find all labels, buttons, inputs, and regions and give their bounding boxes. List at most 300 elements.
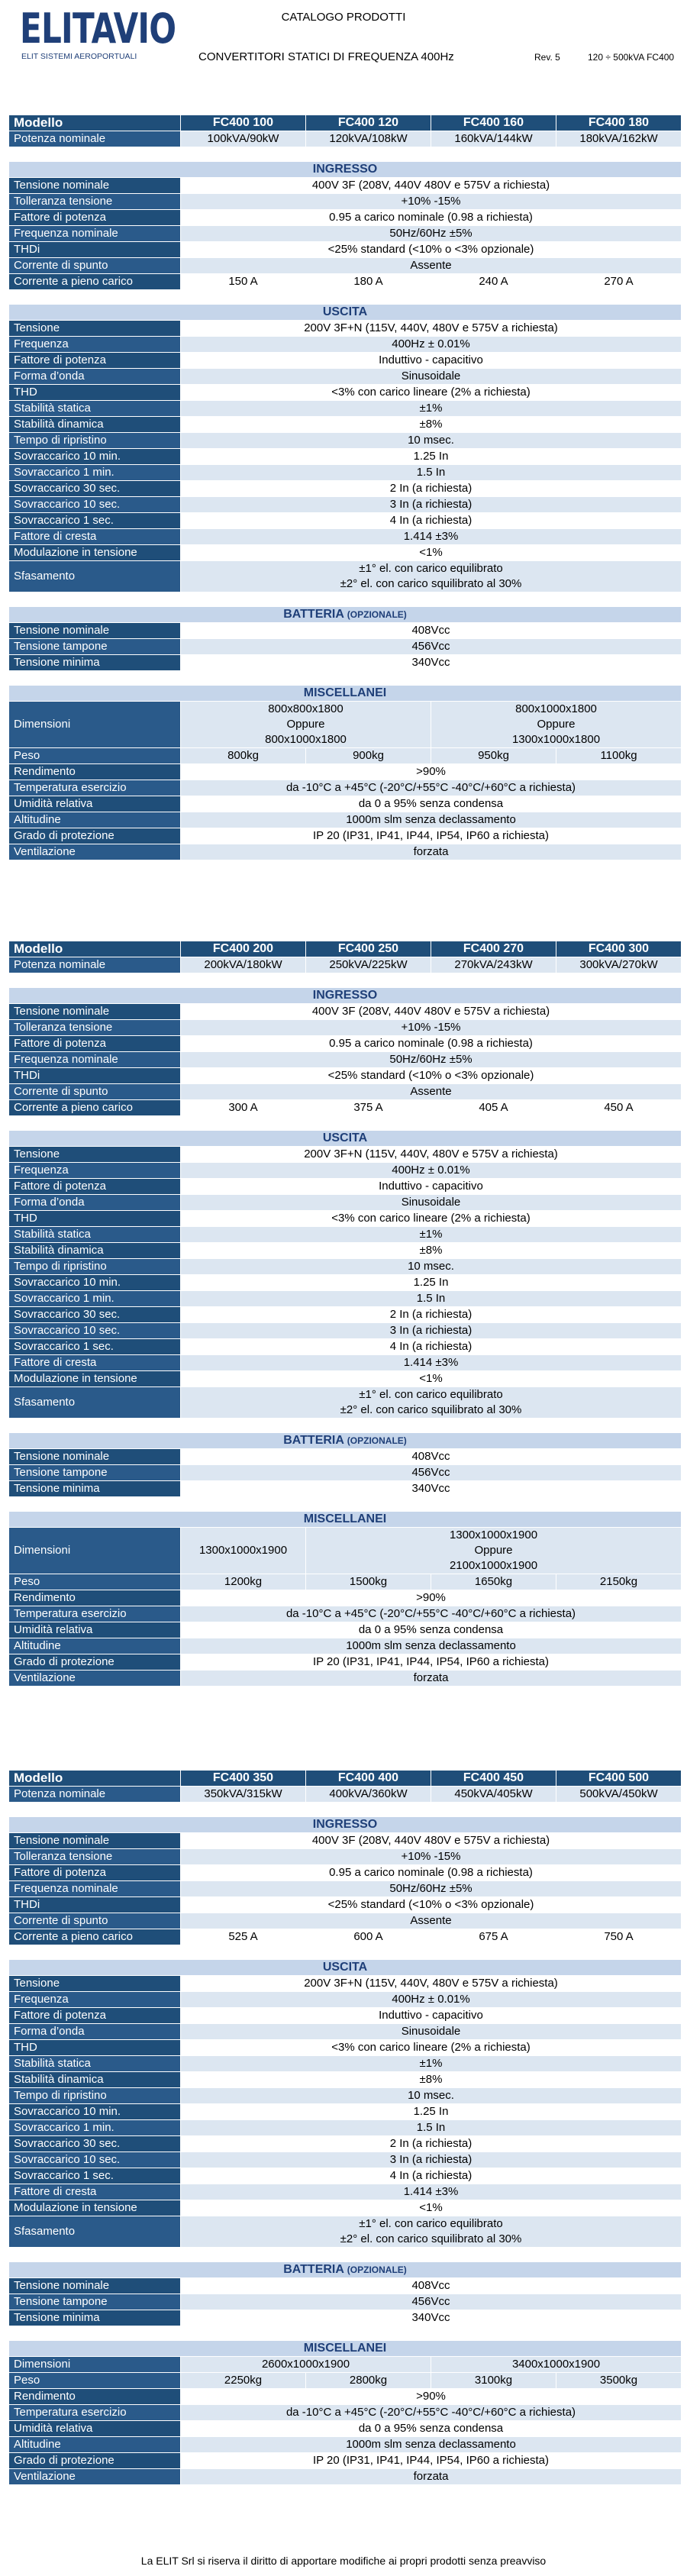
spec-value: da -10°C a +45°C (-20°C/+55°C -40°C/+60°C a richiesta) [181,2405,682,2421]
spec-label: Frequenza nominale [9,1052,181,1068]
spec-label: Stabilità dinamica [9,417,181,433]
spec-value: 1.414 ±3% [181,1355,682,1371]
spec-value: 2 In (a richiesta) [181,2136,682,2152]
spec-value: ±1% [181,1227,682,1243]
model-row [9,1771,682,1787]
spec-label: Stabilità statica [9,1227,181,1243]
spec-value: 10 msec. [181,2088,682,2104]
model-name: FC400 160 [431,115,556,131]
spec-value: >90% [181,764,682,780]
spec-label: Fattore di cresta [9,2184,181,2200]
spec-value: 1.5 In [181,1291,682,1307]
spec-value: 300 A [181,1100,306,1116]
spec-value: 1650kg [431,1574,556,1590]
spec-value: <1% [181,1371,682,1387]
section-batteria [9,2262,682,2278]
dim-line: Oppure [286,718,325,731]
spec-value: 400Hz ± 0.01% [181,1163,682,1179]
spec-value: da -10°C a +45°C (-20°C/+55°C -40°C/+60°C a richiesta) [181,780,682,796]
spec-label: Rendimento [9,2389,181,2405]
model-header: Modello [9,1771,181,1787]
spec-value: 1.25 In [181,449,682,465]
spec-value: Sinusoidale [181,1195,682,1211]
model-name: FC400 300 [556,941,682,957]
spec-label: THD [9,385,181,401]
spec-label: Sfasamento [9,561,181,592]
section-batteria [9,607,682,623]
spec-label: Peso [9,1574,181,1590]
spec-row [9,131,682,147]
spec-value: 340Vcc [181,1481,682,1497]
section-uscita: USCITA [9,1960,682,1976]
spec-label: Temperatura esercizio [9,2405,181,2421]
spec-value: 270 A [556,274,682,290]
model-name: FC400 400 [306,1771,431,1787]
spec-label: Altitudine [9,812,181,828]
revision-label: Rev. 5 [534,52,560,63]
spec-label: Sovraccarico 1 sec. [9,2168,181,2184]
spec-value: 3400x1000x1900 [431,2357,682,2373]
spec-value: 2150kg [556,1574,682,1590]
spec-value: 1100kg [556,748,682,764]
spec-value: Induttivo - capacitivo [181,353,682,369]
section-note: (OPZIONALE) [347,609,407,620]
spec-value: IP 20 (IP31, IP41, IP44, IP54, IP60 a richiesta) [181,2453,682,2469]
spec-value: <25% standard (<10% o <3% opzionale) [181,1897,682,1913]
spec-value: da 0 a 95% senza condensa [181,2421,682,2437]
spec-label: Forma d’onda [9,2024,181,2040]
spec-value: +10% -15% [181,1020,682,1036]
spec-label: THDi [9,1897,181,1913]
spec-table-group-3 [8,1770,682,2485]
spec-label: Grado di protezione [9,828,181,844]
spec-label: Potenza nominale [9,131,181,147]
sfasamento-line: ±1° el. con carico equilibrato [359,2217,503,2230]
spec-value: 400kVA/360kW [306,1787,431,1803]
spec-label: Peso [9,748,181,764]
spec-value: >90% [181,2389,682,2405]
section-ingresso: INGRESSO [9,988,682,1004]
spec-value: 2250kg [181,2373,306,2389]
spec-value: 456Vcc [181,2294,682,2310]
spec-label: Dimensioni [9,2357,181,2373]
section-uscita: USCITA [9,1131,682,1147]
spec-value: 1.414 ±3% [181,2184,682,2200]
spec-label: Tensione minima [9,1481,181,1497]
spec-value: 1000m slm senza declassamento [181,812,682,828]
spec-label: Fattore di potenza [9,1865,181,1881]
spec-value: 4 In (a richiesta) [181,2168,682,2184]
spec-value: 1.25 In [181,2104,682,2120]
spec-value: 160kVA/144kW [431,131,556,147]
spec-value: 1.5 In [181,465,682,481]
spec-label: Stabilità statica [9,401,181,417]
spec-value: 240 A [431,274,556,290]
spec-value: 3 In (a richiesta) [181,1323,682,1339]
spec-label: Frequenza [9,337,181,353]
spec-label: Ventilazione [9,1671,181,1687]
spec-label: Tensione tampone [9,639,181,655]
spec-value: 1000m slm senza declassamento [181,1638,682,1654]
spec-label: Sovraccarico 1 min. [9,1291,181,1307]
spec-label: THDi [9,1068,181,1084]
spec-label: Sovraccarico 10 sec. [9,2152,181,2168]
spec-label: Sovraccarico 10 min. [9,1275,181,1291]
spec-value: 180 A [306,274,431,290]
spec-value: 340Vcc [181,655,682,671]
section-uscita: USCITA [9,305,682,321]
model-name: FC400 500 [556,1771,682,1787]
spec-value: <25% standard (<10% o <3% opzionale) [181,1068,682,1084]
spec-label: Fattore di cresta [9,1355,181,1371]
spec-value: 2 In (a richiesta) [181,481,682,497]
spec-value: 375 A [306,1100,431,1116]
spec-label: Dimensioni [9,702,181,748]
spec-label: Sovraccarico 30 sec. [9,481,181,497]
spec-value [181,1387,682,1419]
spec-value: 800kg [181,748,306,764]
spec-label: Corrente a pieno carico [9,1100,181,1116]
spec-label: Tensione nominale [9,2278,181,2294]
sfasamento-line: ±1° el. con carico equilibrato [359,562,503,575]
spec-label: Tolleranza tensione [9,194,181,210]
spec-value: 950kg [431,748,556,764]
dim-line: 1300x1000x1900 [449,1528,538,1541]
spec-label: Sfasamento [9,1387,181,1419]
spec-value: 300kVA/270kW [556,957,682,973]
spec-label: Umidità relativa [9,796,181,812]
spec-label: Grado di protezione [9,2453,181,2469]
spec-value: 100kVA/90kW [181,131,306,147]
spec-label: Frequenza [9,1992,181,2008]
model-name: FC400 450 [431,1771,556,1787]
model-row [9,941,682,957]
spec-label: Sovraccarico 1 sec. [9,513,181,529]
spec-label: Tensione tampone [9,1465,181,1481]
document-title: CONVERTITORI STATICI DI FREQUENZA 400Hz [198,50,454,63]
spec-value: 0.95 a carico nominale (0.98 a richiesta) [181,1865,682,1881]
spec-value [181,561,682,592]
spec-label: Frequenza nominale [9,226,181,242]
spec-value: 340Vcc [181,2310,682,2326]
spec-value: 750 A [556,1929,682,1945]
spec-label: Tensione minima [9,2310,181,2326]
spec-value: forzata [181,844,682,860]
spec-value: 200kVA/180kW [181,957,306,973]
dim-line: 1300x1000x1800 [511,733,601,746]
spec-label: Tolleranza tensione [9,1020,181,1036]
spec-value: <25% standard (<10% o <3% opzionale) [181,242,682,258]
spec-value: 525 A [181,1929,306,1945]
spec-label: Fattore di potenza [9,2008,181,2024]
model-name: FC400 350 [181,1771,306,1787]
spec-value: 200V 3F+N (115V, 440V, 480V e 575V a richiesta) [181,1976,682,1992]
spec-value: 900kg [306,748,431,764]
spec-label: Corrente di spunto [9,1913,181,1929]
spec-label: Sovraccarico 10 min. [9,449,181,465]
spec-value: 1.414 ±3% [181,529,682,545]
spec-value: ±8% [181,1243,682,1259]
spec-value: 3100kg [431,2373,556,2389]
spec-value: Induttivo - capacitivo [181,1179,682,1195]
spec-value: 350kVA/315kW [181,1787,306,1803]
dim-line: 2100x1000x1900 [449,1559,538,1572]
spec-value: Assente [181,1084,682,1100]
spec-value: 1500kg [306,1574,431,1590]
spec-value: da 0 a 95% senza condensa [181,796,682,812]
spec-value: ±1% [181,2056,682,2072]
model-row [9,115,682,131]
spec-label: Modulazione in tensione [9,545,181,561]
spec-value: 600 A [306,1929,431,1945]
spec-value: 450 A [556,1100,682,1116]
section-note: (OPZIONALE) [347,1435,407,1446]
section-title: BATTERIA [283,608,344,621]
spec-value: 456Vcc [181,639,682,655]
spec-value: da -10°C a +45°C (-20°C/+55°C -40°C/+60°C a richiesta) [181,1606,682,1622]
spec-value [181,2216,682,2248]
section-title: BATTERIA [283,1434,344,1447]
spec-value: 4 In (a richiesta) [181,513,682,529]
spec-table-group-1 [8,115,682,860]
spec-label: Sovraccarico 1 sec. [9,1339,181,1355]
spec-label: Tempo di ripristino [9,433,181,449]
page-header [0,0,687,92]
spec-value: +10% -15% [181,194,682,210]
spec-label: Sovraccarico 10 sec. [9,1323,181,1339]
spec-value: 405 A [431,1100,556,1116]
spec-label: Stabilità dinamica [9,2072,181,2088]
spec-value: 200V 3F+N (115V, 440V, 480V e 575V a richiesta) [181,321,682,337]
spec-label: Sovraccarico 1 min. [9,2120,181,2136]
spec-label: Temperatura esercizio [9,780,181,796]
spec-value: 3 In (a richiesta) [181,2152,682,2168]
spec-label: Tensione [9,1147,181,1163]
spec-value: <1% [181,545,682,561]
spec-label: Rendimento [9,1590,181,1606]
spec-label: Tempo di ripristino [9,1259,181,1275]
dim-line: 800x1000x1800 [265,733,347,746]
section-ingresso: INGRESSO [9,162,682,178]
section-miscellanei: MISCELLANEI [9,1512,682,1528]
spec-label: Frequenza [9,1163,181,1179]
model-name: FC400 200 [181,941,306,957]
spec-label: Tolleranza tensione [9,1849,181,1865]
model-name: FC400 250 [306,941,431,957]
spec-label: Temperatura esercizio [9,1606,181,1622]
spec-label: Tensione minima [9,655,181,671]
spec-label: Forma d’onda [9,1195,181,1211]
spec-value: 200V 3F+N (115V, 440V, 480V e 575V a richiesta) [181,1147,682,1163]
spec-row [9,957,682,973]
spec-label: THDi [9,242,181,258]
spec-label: Fattore di potenza [9,1179,181,1195]
dim-line: 1300x1000x1900 [198,1544,288,1557]
spec-label: Potenza nominale [9,957,181,973]
spec-value: 250kVA/225kW [306,957,431,973]
spec-label: Sovraccarico 30 sec. [9,2136,181,2152]
spec-label: Modulazione in tensione [9,1371,181,1387]
spec-value: 50Hz/60Hz ±5% [181,1052,682,1068]
section-batteria [9,1433,682,1449]
spec-value: 120kVA/108kW [306,131,431,147]
dim-line: 800x800x1800 [268,702,344,715]
model-name: FC400 270 [431,941,556,957]
spec-value: >90% [181,1590,682,1606]
spec-value: 1.5 In [181,2120,682,2136]
spec-value: 408Vcc [181,2278,682,2294]
spec-value: 1200kg [181,1574,306,1590]
spec-row [9,1787,682,1803]
spec-label: Sovraccarico 10 min. [9,2104,181,2120]
spec-value: 400Hz ± 0.01% [181,1992,682,2008]
spec-value: da 0 a 95% senza condensa [181,1622,682,1638]
spec-value: <3% con carico lineare (2% a richiesta) [181,385,682,401]
spec-value: 0.95 a carico nominale (0.98 a richiesta) [181,210,682,226]
sfasamento-line: ±2° el. con carico squilibrato al 30% [340,577,522,590]
spec-value: Induttivo - capacitivo [181,2008,682,2024]
spec-value: 456Vcc [181,1465,682,1481]
spec-value: 2800kg [306,2373,431,2389]
model-name: FC400 180 [556,115,682,131]
dim-line: Oppure [474,1544,513,1557]
spec-value: 150 A [181,274,306,290]
spec-value: ±1% [181,401,682,417]
spec-value: 10 msec. [181,433,682,449]
spec-value: 1.25 In [181,1275,682,1291]
spec-value: 408Vcc [181,623,682,639]
spec-value [181,702,431,748]
spec-label: Altitudine [9,2437,181,2453]
spec-label: Tensione nominale [9,1004,181,1020]
sfasamento-line: ±2° el. con carico squilibrato al 30% [340,2232,522,2245]
spec-label: Tensione nominale [9,178,181,194]
section-title: BATTERIA [283,2263,344,2276]
catalog-label: CATALOGO PRODOTTI [281,11,406,24]
spec-value: Sinusoidale [181,369,682,385]
section-miscellanei: MISCELLANEI [9,2341,682,2357]
section-ingresso: INGRESSO [9,1817,682,1833]
spec-value: 3 In (a richiesta) [181,497,682,513]
logo-subtitle: ELIT SISTEMI AEROPORTUALI [21,52,137,61]
spec-label: Fattore di cresta [9,529,181,545]
spec-label: Fattore di potenza [9,210,181,226]
spec-label: Tensione tampone [9,2294,181,2310]
spec-value: forzata [181,2469,682,2485]
section-note: (OPZIONALE) [347,2264,407,2275]
spec-value: Sinusoidale [181,2024,682,2040]
spec-value: <3% con carico lineare (2% a richiesta) [181,1211,682,1227]
spec-value [181,1528,306,1574]
spec-value: forzata [181,1671,682,1687]
spec-label: Tensione nominale [9,623,181,639]
spec-label: Corrente a pieno carico [9,1929,181,1945]
spec-value: 0.95 a carico nominale (0.98 a richiesta) [181,1036,682,1052]
spec-value: Assente [181,1913,682,1929]
sfasamento-line: ±1° el. con carico equilibrato [359,1388,503,1401]
spec-label: Corrente a pieno carico [9,274,181,290]
spec-label: Ventilazione [9,844,181,860]
spec-value: 400V 3F (208V, 440V 480V e 575V a richiesta) [181,1833,682,1849]
spec-label: Corrente di spunto [9,258,181,274]
spec-value: 180kVA/162kW [556,131,682,147]
spec-label: Sovraccarico 30 sec. [9,1307,181,1323]
spec-value: 3500kg [556,2373,682,2389]
spec-value: IP 20 (IP31, IP41, IP44, IP54, IP60 a richiesta) [181,1654,682,1671]
spec-value: 675 A [431,1929,556,1945]
spec-label: Tensione nominale [9,1449,181,1465]
spec-label: Sfasamento [9,2216,181,2248]
spec-label: Umidità relativa [9,2421,181,2437]
spec-value: +10% -15% [181,1849,682,1865]
spec-label: Fattore di potenza [9,353,181,369]
spec-label: Altitudine [9,1638,181,1654]
spec-value: ±8% [181,2072,682,2088]
model-name: FC400 120 [306,115,431,131]
spec-label: Fattore di potenza [9,1036,181,1052]
model-header: Modello [9,941,181,957]
model-header: Modello [9,115,181,131]
spec-label: Rendimento [9,764,181,780]
spec-label: Corrente di spunto [9,1084,181,1100]
spec-value: ±8% [181,417,682,433]
spec-value: 2 In (a richiesta) [181,1307,682,1323]
spec-value: IP 20 (IP31, IP41, IP44, IP54, IP60 a richiesta) [181,828,682,844]
section-miscellanei: MISCELLANEI [9,686,682,702]
spec-label: THD [9,1211,181,1227]
spec-value: 50Hz/60Hz ±5% [181,1881,682,1897]
spec-label: Forma d’onda [9,369,181,385]
spec-value: 10 msec. [181,1259,682,1275]
spec-value [431,702,682,748]
spec-value: 50Hz/60Hz ±5% [181,226,682,242]
spec-value: 270kVA/243kW [431,957,556,973]
spec-label: Sovraccarico 1 min. [9,465,181,481]
spec-label: Stabilità dinamica [9,1243,181,1259]
spec-value: Assente [181,258,682,274]
spec-value: 400Hz ± 0.01% [181,337,682,353]
spec-label: Ventilazione [9,2469,181,2485]
spec-value: 1000m slm senza declassamento [181,2437,682,2453]
dim-line: 800x1000x1800 [515,702,597,715]
sfasamento-line: ±2° el. con carico squilibrato al 30% [340,1403,522,1416]
spec-value: 408Vcc [181,1449,682,1465]
spec-value [306,1528,682,1574]
spec-value: <3% con carico lineare (2% a richiesta) [181,2040,682,2056]
spec-label: Modulazione in tensione [9,2200,181,2216]
spec-value: 500kVA/450kW [556,1787,682,1803]
spec-label: Tensione nominale [9,1833,181,1849]
spec-label: Potenza nominale [9,1787,181,1803]
spec-table-group-2 [8,941,682,1687]
spec-label: THD [9,2040,181,2056]
spec-value: 2600x1000x1900 [181,2357,431,2373]
spec-label: Frequenza nominale [9,1881,181,1897]
spec-label: Dimensioni [9,1528,181,1574]
range-label: 120 ÷ 500kVA FC400 [588,52,675,63]
spec-label: Tempo di ripristino [9,2088,181,2104]
logo-text: ELITAVIO [20,5,176,53]
spec-value: 400V 3F (208V, 440V 480V e 575V a richiesta) [181,1004,682,1020]
dim-line: Oppure [537,718,576,731]
spec-value: 4 In (a richiesta) [181,1339,682,1355]
footer-disclaimer: La ELIT Srl si riserva il diritto di apportare modifiche ai propri prodotti senza preavviso [140,2555,547,2567]
spec-value: 400V 3F (208V, 440V 480V e 575V a richiesta) [181,178,682,194]
spec-label: Peso [9,2373,181,2389]
spec-label: Stabilità statica [9,2056,181,2072]
spec-label: Tensione [9,1976,181,1992]
spec-label: Grado di protezione [9,1654,181,1671]
